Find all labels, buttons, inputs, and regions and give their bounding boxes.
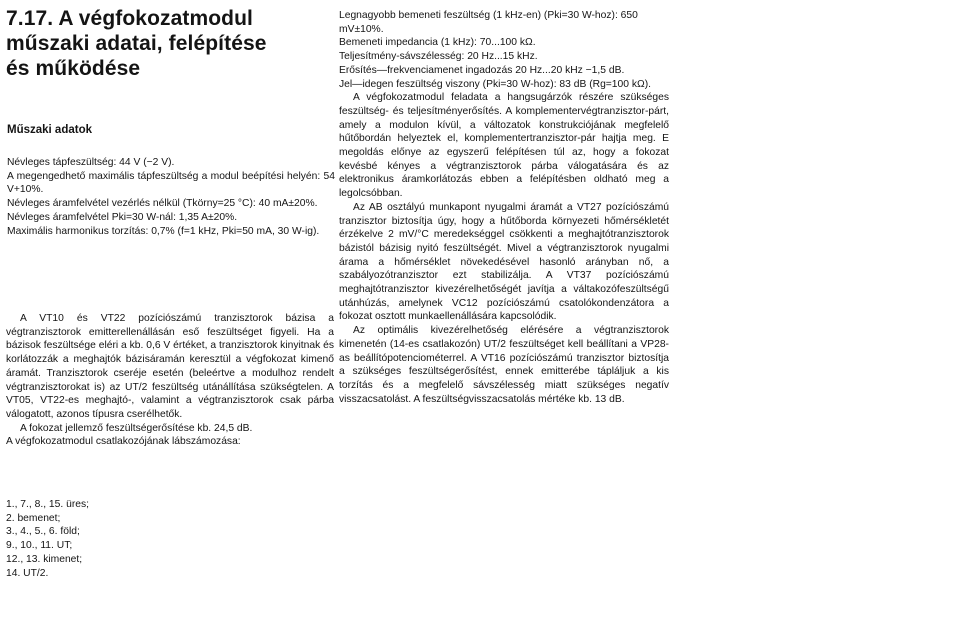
paragraph-current-limiting: A VT10 és VT22 pozíciószámú tranzisztorok bázisa a végtranzisztorok emitterellenállásán eső feszültséget figyeli. Ha a bázisok feszültsége eléri a kb. 0,6 V értéket, a tranzisztorok kinyitnak és korlátozzák a meghajtók bázisáramán keresztül a végfokozat kimenő áramát. Tranzisztorok cseréje esetén (beleértve a modulhoz rendelt végtranzisztorokat is) az UT/2 feszültség utánállítása szükségtelen. A VT05, VT22-es meghajtó-, valamint a végtranzisztorok csak párba válogatott, azonos típusra cserélhetők.: [6, 313, 334, 420]
paragraph-voltage-gain: A fokozat jellemző feszültségerősítése kb. 24,5 dB.: [20, 422, 253, 434]
left-column: [6, 6, 335, 579]
pin-item: 3., 4., 5., 6. föld;: [6, 526, 80, 538]
spec-signal-to-noise: Jel—idegen feszültség viszony (Pki=30 W-hoz): 83 dB (Rg=100 kΩ).: [339, 78, 651, 90]
pin-item: 2. bemenet;: [6, 512, 61, 524]
paragraph-pinout-intro: A végfokozatmodul csatlakozójának lábszámozása:: [6, 436, 241, 448]
spec-power-bandwidth: Teljesítmény-sávszélesség: 20 Hz...15 kHz.: [339, 51, 538, 63]
spec-supply-voltage: Névleges tápfeszültség: 44 V (−2 V).: [7, 157, 175, 168]
paragraph-output-adjustment: Az optimális kivezérelhetőség elérésére a végtranzisztorok kimenetén (14-es csatlakozón) UT/2 feszültséget kell beállítani a VP28-as beállítópotenciométerrel. A VT16 pozíciószámú tranzisztor biztosítja a szükséges feszültségerősítést, ennek emitterébe tápláljuk a kis torzítás és a megfelelő sávszélesség miatt szükséges negatív visszacsatolást. A feszültségvisszacsatolás mértéke kb. 13 dB.: [339, 325, 669, 405]
section-title-line-2: műszaki adatai, felépítése: [6, 32, 267, 55]
right-specs: [339, 9, 669, 91]
section-title-line-1: 7.17. A végfokozatmodul: [6, 7, 253, 30]
spec-harmonic-distortion: Maximális harmonikus torzítás: 0,7% (f=1 kHz, Pki=50 mA, 30 W-ig).: [7, 225, 320, 237]
paragraph-module-function: A végfokozatmodul feladata a hangsugárzók részére szükséges feszültség- és teljesítményerősítés. A komplementervégtranzisztor-párt, amely a modulon kívül, a változatok konstrukciójának megfelelő hűtőbordán helyeztek el, komplementertranzisztor-pár hajtja meg. E megoldás előnye az egyszerű felépítésen túl az, hogy a fokozat kevésbé kényes a végtranzisztorok párba válogatására és az elektronikus áramkorlátozás ebben a felépítésben oldható meg a legolcsóbban.: [339, 92, 669, 200]
pinout-list: [6, 498, 206, 580]
spec-max-input-voltage: Legnagyobb bemeneti feszültség (1 kHz-en) (Pki=30 W-hoz): 650 mV±10%.: [339, 10, 638, 35]
spec-frequency-response: Erősítés—frekvenciamenet ingadozás 20 Hz...20 kHz −1,5 dB.: [339, 64, 625, 76]
spec-current-at-30w: Névleges áramfelvétel Pki=30 W-nál: 1,35 A±20%.: [7, 211, 238, 223]
section-title: [6, 6, 334, 81]
pin-item: 14. UT/2.: [6, 567, 49, 579]
spec-max-supply-voltage: A megengedhető maximális tápfeszültség a modul beépítési helyén: 54 V+10%.: [7, 170, 335, 196]
left-body-text: [6, 312, 334, 449]
pin-item: 12., 13. kimenet;: [6, 553, 83, 565]
section-title-line-3: és működése: [6, 57, 141, 80]
pin-item: 1., 7., 8., 15. üres;: [6, 499, 89, 510]
spec-input-impedance: Bemeneti impedancia (1 kHz): 70...100 kΩ.: [339, 37, 536, 49]
paragraph-quiescent-current: Az AB osztályú munkapont nyugalmi áramát a VT27 pozíciószámú tranzisztor biztosítja úgy, hogy a hűtőborda környezeti hőmérsékletét érzékelve 2 mV/°C meredekséggel csökkenti a meghajtótranzisztorok bázistól bázisig nyitó feszültségét. Mivel a végtranzisztorok nyugalmi árama a hőmérséklet növekedésével hasonló arányban nő, a szabályozótranzisztor ezt stabilizálja. A VT37 pozíciószámú meghajtótranzisztor kivezérelhetőségét javítja a váltakozófeszültségű utánhúzás, amelynek VC12 pozíciószámú csatolókondenzátora a fokozat osztott munkaellenállására kapcsolódik.: [339, 201, 669, 323]
tech-data-heading: Műszaki adatok: [7, 124, 92, 136]
left-specs: [7, 156, 335, 238]
right-column: [339, 9, 669, 406]
spec-idle-current: Névleges áramfelvétel vezérlés nélkül (Tkörny=25 °C): 40 mA±20%.: [7, 198, 318, 210]
pin-item: 9., 10., 11. UT;: [6, 540, 73, 552]
